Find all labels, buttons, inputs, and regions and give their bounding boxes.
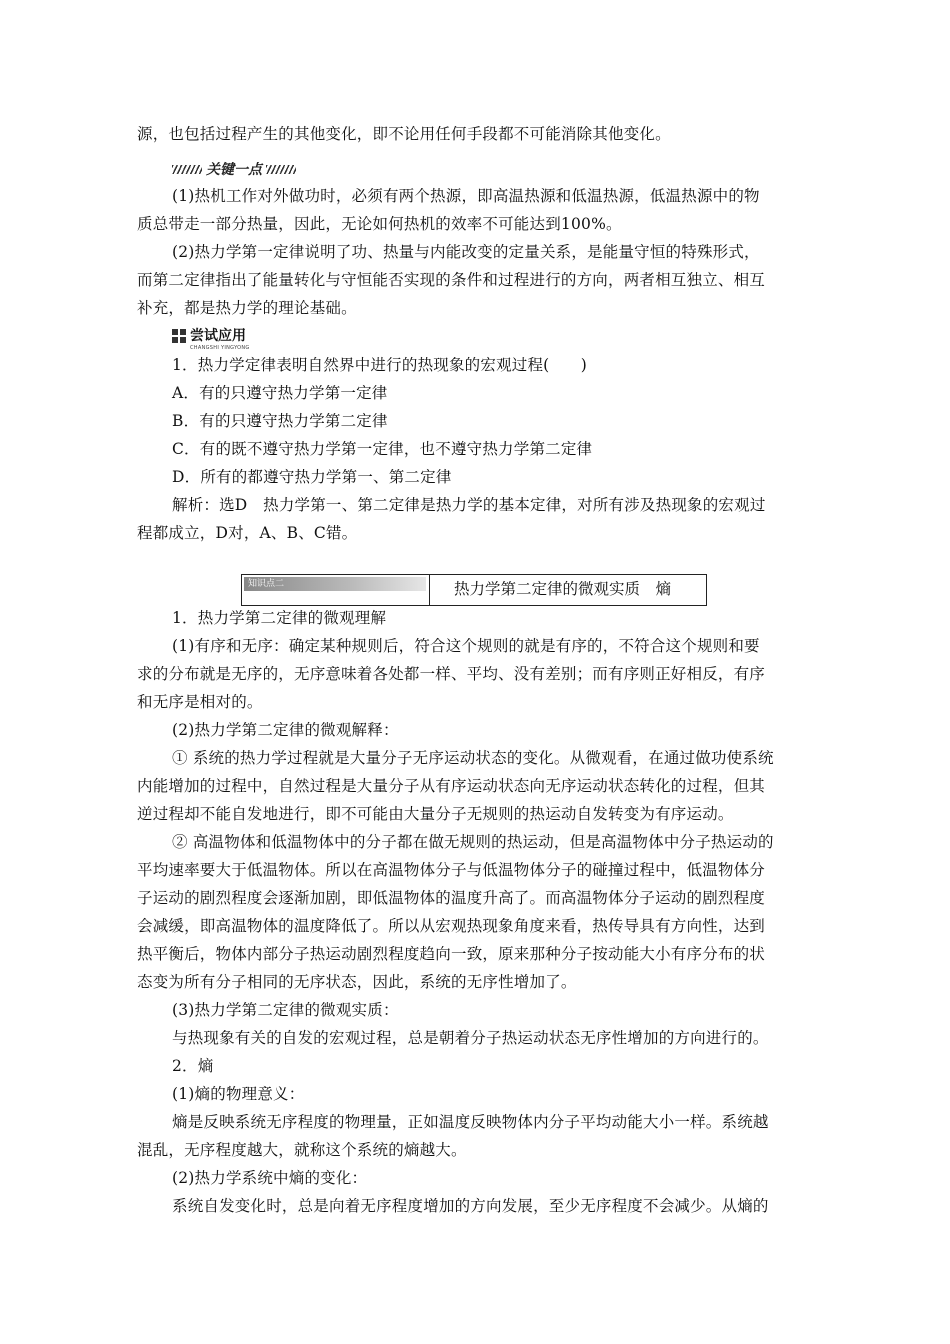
hatch-decoration-icon xyxy=(266,165,296,174)
paragraph-line: 与热现象有关的自发的宏观过程，总是朝着分子热运动状态无序性增加的方向进行的。 xyxy=(172,1029,769,1047)
paragraph-line: 平均速率要大于低温物体。所以在高温物体分子与低温物体分子的碰撞过程中，低温物体分 xyxy=(137,861,766,879)
section-heading: 2．熵 xyxy=(172,1057,214,1075)
try-application-heading xyxy=(172,327,272,351)
grid-icon xyxy=(172,329,186,343)
paragraph-line: (3)热力学第二定律的微观实质： xyxy=(172,1001,399,1019)
paragraph-line: 源，也包括过程产生的其他变化，即不论用任何手段都不可能消除其他变化。 xyxy=(137,125,671,143)
paragraph-line: 补充，都是热力学的理论基础。 xyxy=(137,299,357,317)
paragraph-line: 质总带走一部分热量，因此，无论如何热机的效率不可能达到100%。 xyxy=(137,215,622,233)
paragraph-line: 求的分布就是无序的，无序意味着各处都一样、平均、没有差别；而有序则正好相反，有序 xyxy=(137,665,766,683)
paragraph-line: 混乱，无序程度越大，就称这个系统的熵越大。 xyxy=(137,1141,467,1159)
try-application-title: 尝试应用 xyxy=(190,328,246,344)
solution-text: 程都成立，D对，A、B、C错。 xyxy=(137,524,358,542)
paragraph-line: 和无序是相对的。 xyxy=(137,693,263,711)
try-application-subtitle: CHANGSHI YINGYONG xyxy=(190,345,250,351)
paragraph-line: ① 系统的热力学过程就是大量分子无序运动状态的变化。从微观看，在通过做功使系统 xyxy=(172,749,774,767)
paragraph-line: 熵是反映系统无序程度的物理量，正如温度反映物体内分子平均动能大小一样。系统越 xyxy=(172,1113,769,1131)
paragraph-line: (2)热力学第二定律的微观解释： xyxy=(172,721,399,739)
knowledge-point-label: 知识点二 xyxy=(244,577,426,591)
paragraph-line: 子运动的剧烈程度会逐渐加剧，即低温物体的温度升高了。而高温物体分子运动的剧烈程度 xyxy=(137,889,766,907)
paragraph-line: ② 高温物体和低温物体中的分子都在做无规则的热运动，但是高温物体中分子热运动的 xyxy=(172,833,774,851)
paragraph-line: (2)热力学系统中熵的变化： xyxy=(172,1169,368,1187)
key-point-heading xyxy=(172,160,312,178)
question-stem: 1．热力学定律表明自然界中进行的热现象的宏观过程( ) xyxy=(172,356,588,374)
paragraph-line: (1)熵的物理意义： xyxy=(172,1085,305,1103)
paragraph-line: 逆过程却不能自发地进行，即不可能由大量分子无规则的热运动自发转变为有序运动。 xyxy=(137,805,734,823)
answer-option: D．所有的都遵守热力学第一、第二定律 xyxy=(172,468,452,486)
divider xyxy=(429,575,430,605)
paragraph-line: 会减缓，即高温物体的温度降低了。所以从宏观热现象角度来看，热传导具有方向性，达到 xyxy=(137,917,766,935)
paragraph-line: 而第二定律指出了能量转化与守恒能否实现的条件和过程进行的方向，两者相互独立、相互 xyxy=(137,271,766,289)
answer-option: C．有的既不遵守热力学第一定律，也不遵守热力学第二定律 xyxy=(172,440,593,458)
solution-text: 解析：选D 热力学第一、第二定律是热力学的基本定律，对所有涉及热现象的宏观过 xyxy=(172,496,766,514)
knowledge-point-title: 热力学第二定律的微观实质 熵 xyxy=(454,580,672,598)
answer-option: B．有的只遵守热力学第二定律 xyxy=(172,412,388,430)
paragraph-line: (2)热力学第一定律说明了功、热量与内能改变的定量关系，是能量守恒的特殊形式， xyxy=(172,243,760,261)
hatch-decoration-icon xyxy=(172,165,202,174)
paragraph-line: 系统自发变化时，总是向着无序程度增加的方向发展，至少无序程度不会减少。从熵的 xyxy=(172,1197,769,1215)
paragraph-line: 态变为所有分子相同的无序状态，因此，系统的无序性增加了。 xyxy=(137,973,577,991)
key-point-heading-text: 关键一点 xyxy=(206,162,262,178)
paragraph-line: (1)热机工作对外做功时，必须有两个热源，即高温热源和低温热源，低温热源中的物 xyxy=(172,187,760,205)
answer-option: A．有的只遵守热力学第一定律 xyxy=(172,384,388,402)
paragraph-line: 热平衡后，物体内部分子热运动剧烈程度趋向一致，原来那种分子按动能大小有序分布的状 xyxy=(137,945,766,963)
paragraph-line: (1)有序和无序：确定某种规则后，符合这个规则的就是有序的，不符合这个规则和要 xyxy=(172,637,760,655)
section-heading: 1．热力学第二定律的微观理解 xyxy=(172,609,387,627)
knowledge-point-box xyxy=(241,574,707,606)
paragraph-line: 内能增加的过程中，自然过程是大量分子从有序运动状态向无序运动状态转化的过程，但其 xyxy=(137,777,766,795)
